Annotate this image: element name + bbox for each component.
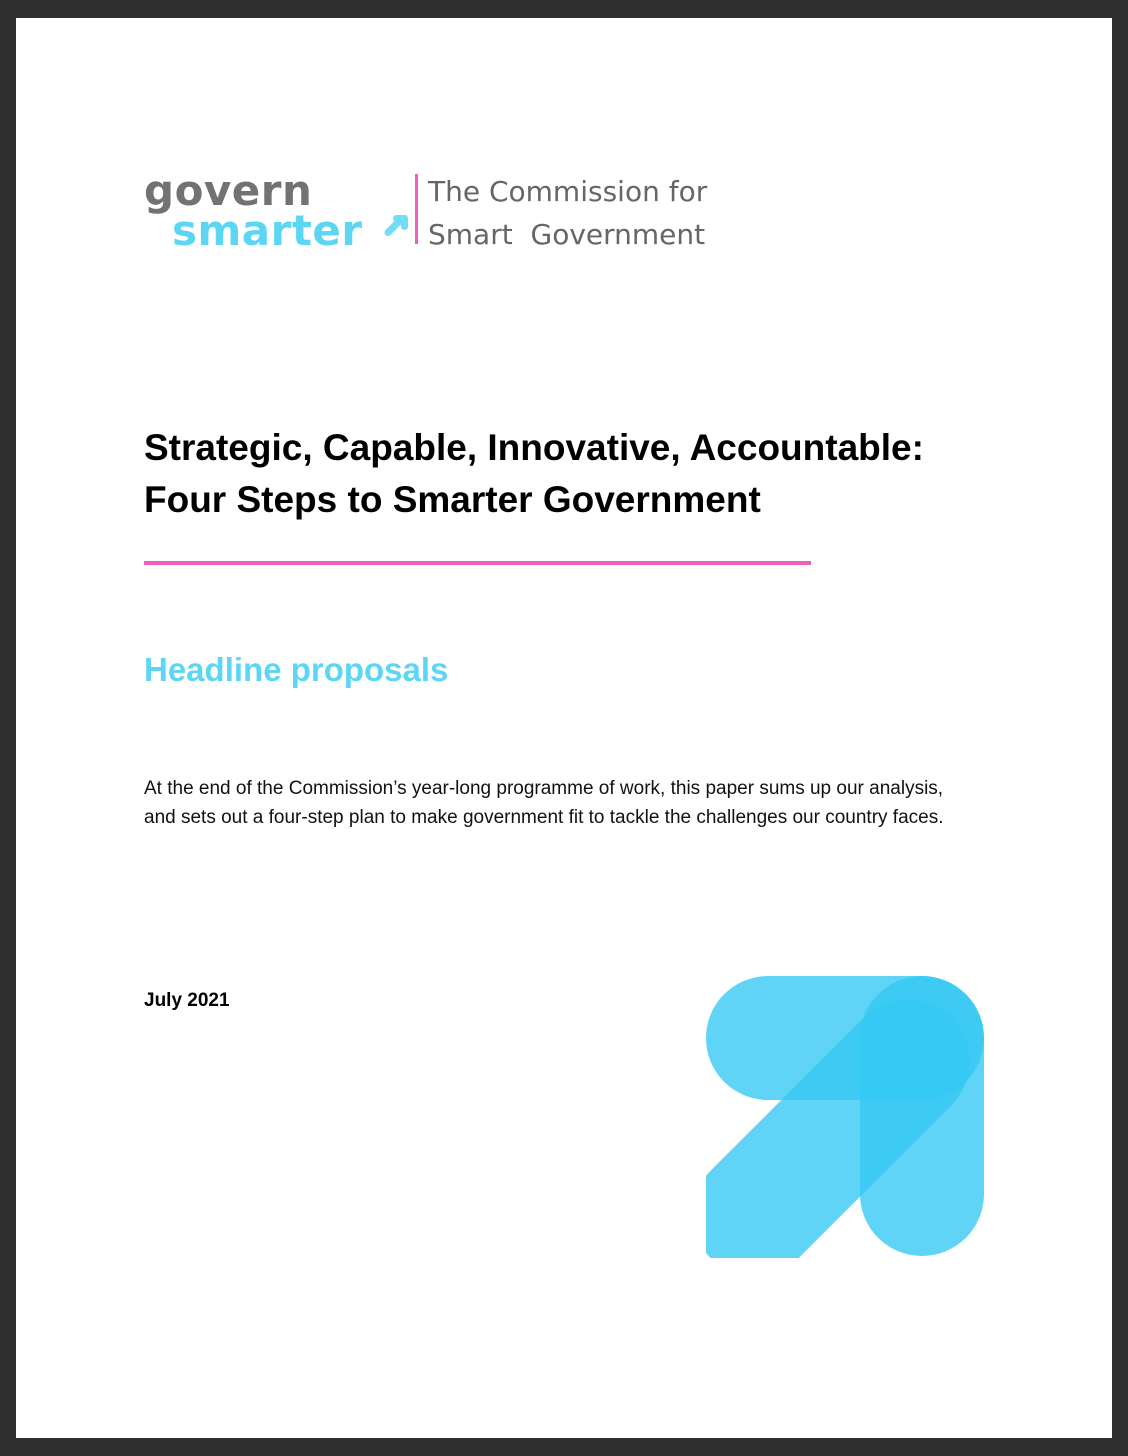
logo-tagline-line2: Smart Government [428, 218, 706, 251]
title-divider [144, 561, 811, 565]
summary-paragraph [144, 774, 1004, 832]
logo-tagline-line1: The Commission for [428, 175, 708, 208]
logo-word-smarter: smarter [172, 206, 363, 255]
document-title-line2: Four Steps to Smarter Government [144, 479, 761, 520]
summary-line2: and sets out a four-step plan to make government fit to tackle the challenges our country faces. [144, 807, 944, 828]
decorative-arrow-icon [706, 976, 988, 1258]
publication-date: July 2021 [144, 990, 230, 1011]
govern-smarter-logo [144, 168, 744, 268]
logo-tagline [428, 170, 707, 256]
section-heading: Headline proposals [144, 651, 449, 688]
document-title [144, 422, 1004, 526]
document-title-line1: Strategic, Capable, Innovative, Accountable: [144, 427, 924, 468]
summary-line1: At the end of the Commission’s year-long programme of work, this paper sums up our analysis, [144, 778, 944, 799]
logo-word-govern: govern [144, 166, 313, 215]
logo-divider [415, 174, 418, 244]
logo-arrow-icon [384, 212, 410, 236]
document-page [16, 18, 1112, 1438]
